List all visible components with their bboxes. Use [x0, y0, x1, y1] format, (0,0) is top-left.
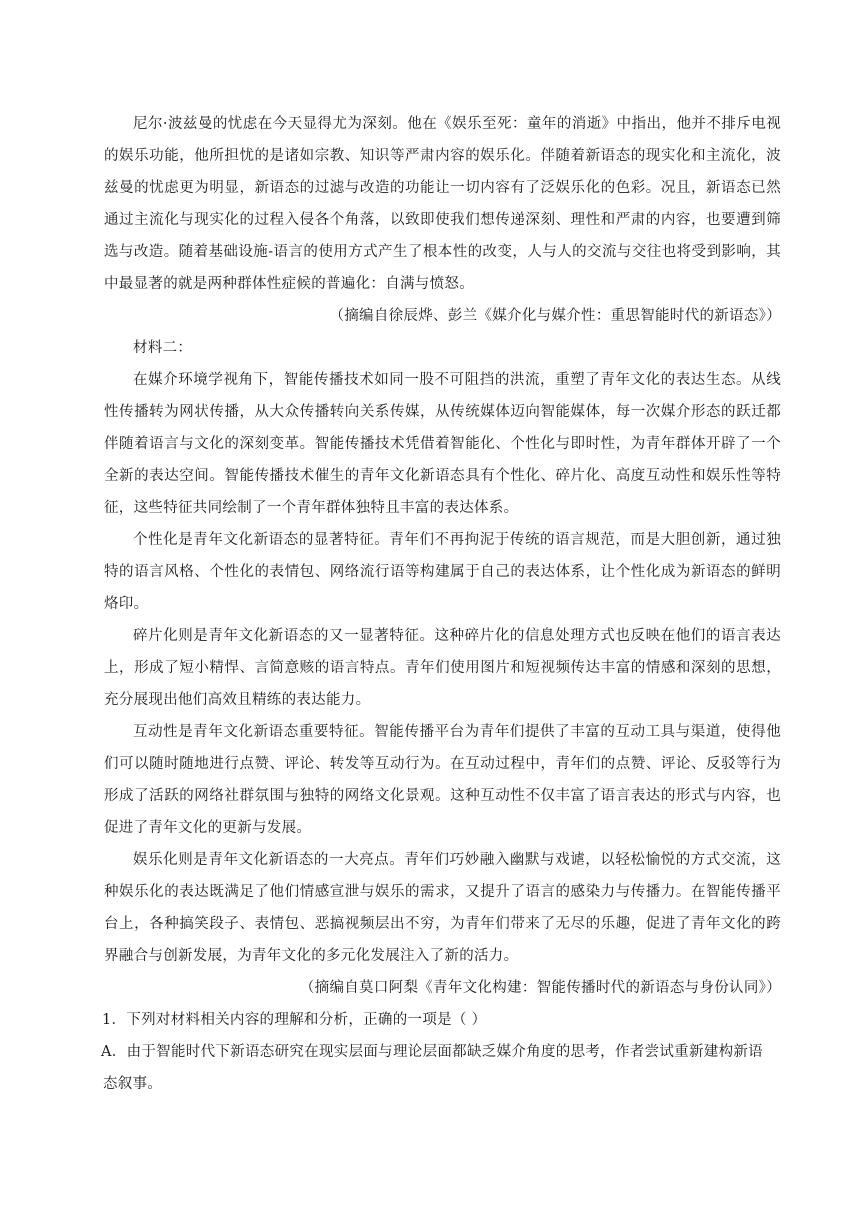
- material2-paragraph-4: 互动性是青年文化新语态重要特征。智能传播平台为青年们提供了丰富的互动工具与渠道，使得他们可以随时随地进行点赞、评论、转发等互动行为。在互动过程中，青年们的点赞、评论、反驳等行为形成了活跃的网络社群氛围与独特的网络文化景观。这种互动性不仅丰富了语言表达的形式与内容，也促进了青年文化的更新与发展。: [104, 724, 781, 836]
- question-1-option-a: [101, 1036, 781, 1100]
- material2-paragraph-5: 娱乐化则是青年文化新语态的一大亮点。青年们巧妙融入幽默与戏谑，以轻松愉悦的方式交流，这种娱乐化的表达既满足了他们情感宣泄与娱乐的需求，又提升了语言的感染力与传播力。在智能传播平台上，各种搞笑段子、表情包、恶搞视频层出不穷，为青年们带来了无尽的乐趣，促进了青年文化的跨界融合与创新发展，为青年文化的多元化发展注入了新的活力。: [104, 852, 781, 964]
- option-a-line-2: 态叙事。: [103, 1076, 163, 1092]
- material2-label: 材料二：: [133, 340, 193, 356]
- material1-paragraph: 尼尔·波兹曼的忧虑在今天显得尤为深刻。他在《娱乐至死：童年的消逝》中指出，他并不排斥电视的娱乐功能，他所担忧的是诸如宗教、知识等严肃内容的娱乐化。伴随着新语态的现实化和主流化，波兹曼的忧虑更为明显，新语态的过滤与改造的功能让一切内容有了泛娱乐化的色彩。况且，新语态已然通过主流化与现实化的过程入侵各个角落，以致即使我们想传递深刻、理性和严肃的内容，也要遭到筛选与改造。随着基础设施-语言的使用方式产生了根本性的改变，人与人的交流与交往也将受到影响，其中最显著的就是两种群体性症候的普遍化：自满与愤怒。: [104, 116, 781, 292]
- material2-source: （摘编自莫口阿梨《青年文化构建：智能传播时代的新语态与身份认同》）: [299, 980, 781, 996]
- document-content: [101, 108, 781, 1100]
- material2-paragraph-1: 在媒介环境学视角下，智能传播技术如同一股不可阻挡的洪流，重塑了青年文化的表达生态。从线性传播转为网状传播，从大众传播转向关系传媒，从传统媒体迈向智能媒体，每一次媒介形态的跃迁都伴随着语言与文化的深刻变革。智能传播技术凭借着智能化、个性化与即时性，为青年群体开辟了一个全新的表达空间。智能传播技术催生的青年文化新语态具有个性化、碎片化、高度互动性和娱乐性等特征，这些特征共同绘制了一个青年群体独特且丰富的表达体系。: [104, 372, 781, 516]
- option-a-line-1: A．由于智能时代下新语态研究在现实层面与理论层面都缺乏媒介角度的思考，作者尝试重新建构新语: [101, 1044, 763, 1060]
- material2-paragraph-2: 个性化是青年文化新语态的显著特征。青年们不再拘泥于传统的语言规范，而是大胆创新，通过独特的语言风格、个性化的表情包、网络流行语等构建属于自己的表达体系，让个性化成为新语态的鲜明烙印。: [104, 532, 781, 612]
- material2-paragraph-3: 碎片化则是青年文化新语态的又一显著特征。这种碎片化的信息处理方式也反映在他们的语言表达上，形成了短小精悍、言简意赅的语言特点。青年们使用图片和短视频传达丰富的情感和深刻的思想，充分展现出他们高效且精练的表达能力。: [104, 628, 781, 708]
- material1-source: （摘编自徐辰烨、彭兰《媒介化与媒介性：重思智能时代的新语态》）: [329, 308, 781, 324]
- question-1-stem: 1．下列对材料相关内容的理解和分析，正确的一项是（ ）: [102, 1012, 487, 1028]
